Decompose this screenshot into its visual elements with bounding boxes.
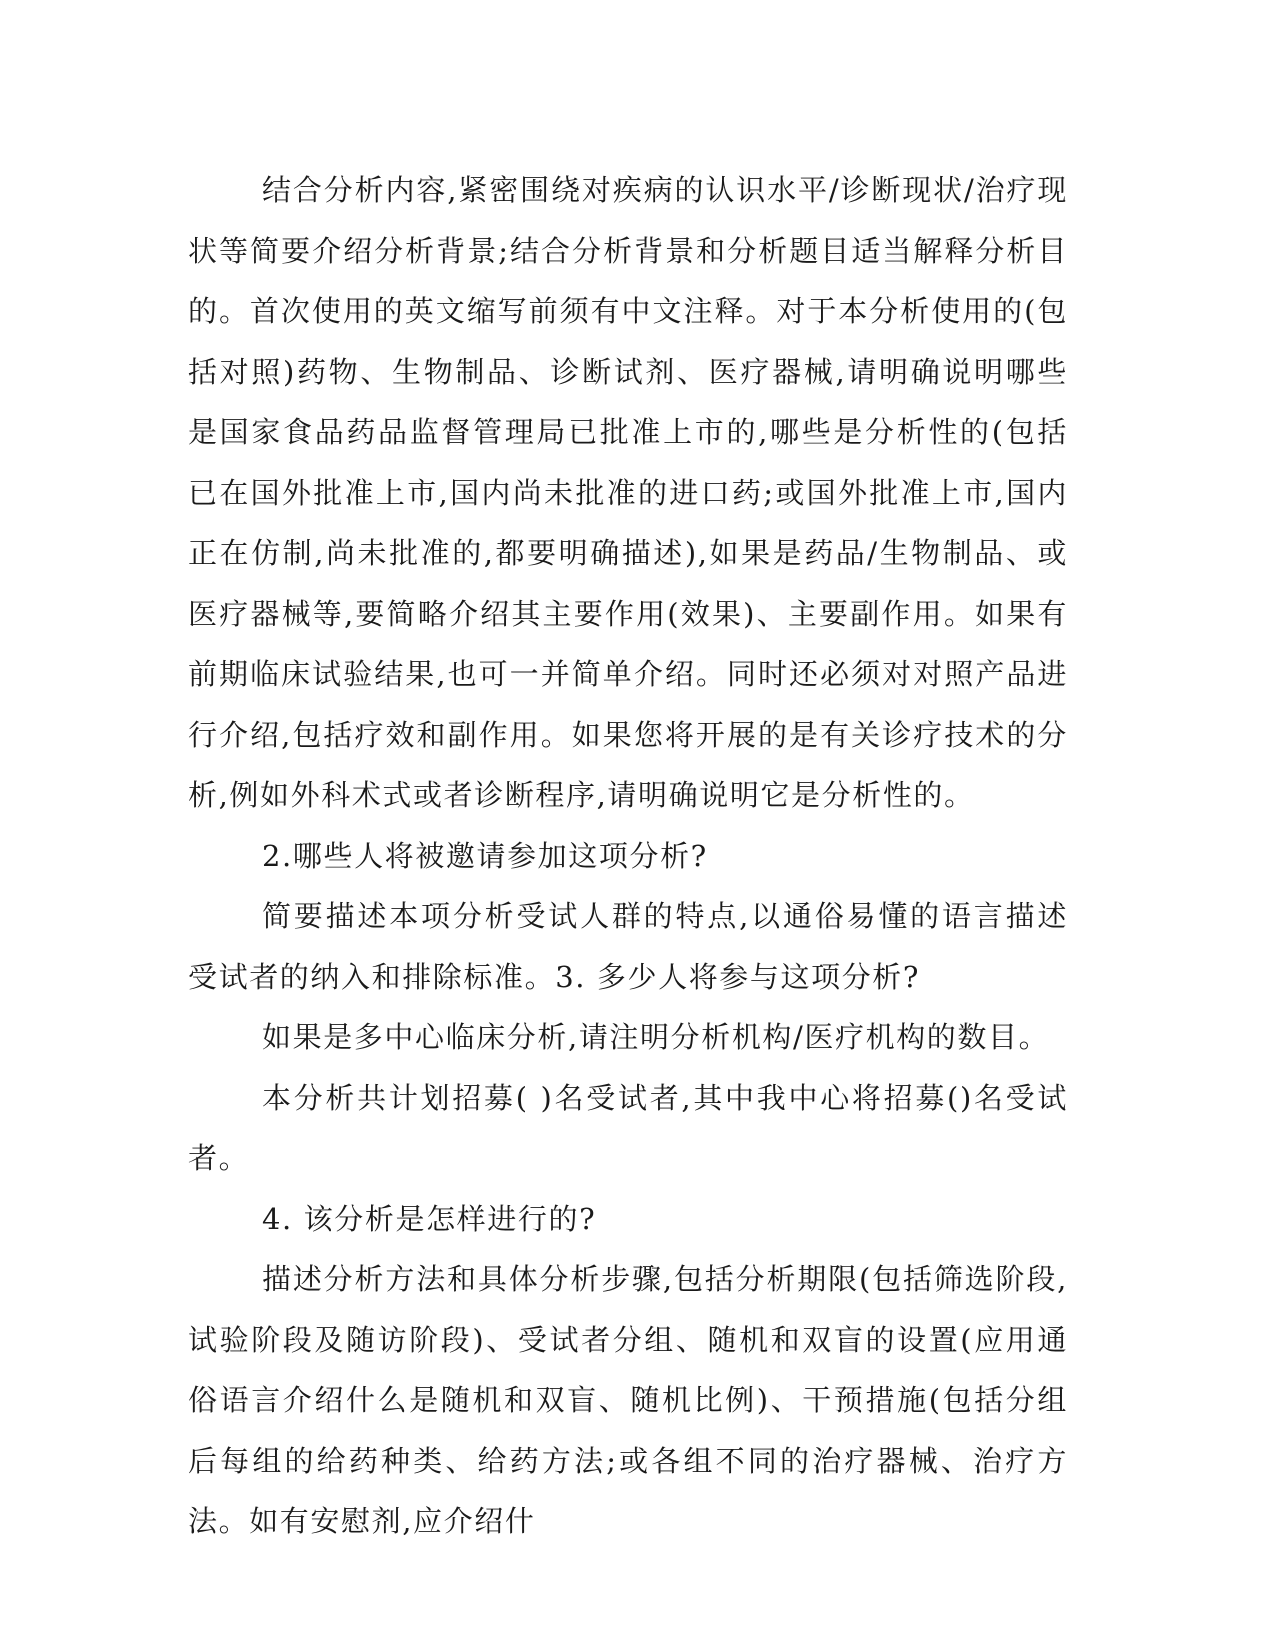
paragraph-recruitment: 本分析共计划招募( )名受试者,其中我中心将招募()名受试者。: [188, 1080, 1068, 1175]
heading-who-invited: 2.哪些人将被邀请参加这项分析?: [262, 838, 708, 873]
heading-how-conducted: 4. 该分析是怎样进行的?: [262, 1201, 597, 1236]
paragraph-background: 结合分析内容,紧密围绕对疾病的认识水平/诊断现状/治疗现状等简要介绍分析背景;结合分析背景和分析题目适当解释分析目的。首次使用的英文缩写前须有中文注释。对于本分析使用的(包括对照)药物、生物制品、诊断试剂、医疗器械,请明确说明哪些是国家食品药品监督管理局已批准上市的,哪些是分析性的(包括已在国外批准上市,国内尚未批准的进口药;或国外批准上市,国内正在仿制,尚未批准的,都要明确描述),如果是药品/生物制品、或医疗器械等,要简略介绍其主要作用(效果)、主要副作用。如果有前期临床试验结果,也可一并简单介绍。同时还必须对对照产品进行介绍,包括疗效和副作用。如果您将开展的是有关诊疗技术的分析,例如外科术式或者诊断程序,请明确说明它是分析性的。: [188, 173, 1068, 812]
document-body: [188, 160, 1068, 1552]
paragraph-methods: 描述分析方法和具体分析步骤,包括分析期限(包括筛选阶段,试验阶段及随访阶段)、受试者分组、随机和双盲的设置(应用通俗语言介绍什么是随机和双盲、随机比例)、干预措施(包括分组后每组的给药种类、给药方法;或各组不同的治疗器械、治疗方法。如有安慰剂,应介绍什: [188, 1262, 1068, 1538]
paragraph-multicenter: 如果是多中心临床分析,请注明分析机构/医疗机构的数目。: [262, 1020, 1050, 1054]
paragraph-population: 简要描述本项分析受试人群的特点,以通俗易懂的语言描述受试者的纳入和排除标准。3. 多少人将参与这项分析?: [188, 899, 1068, 994]
